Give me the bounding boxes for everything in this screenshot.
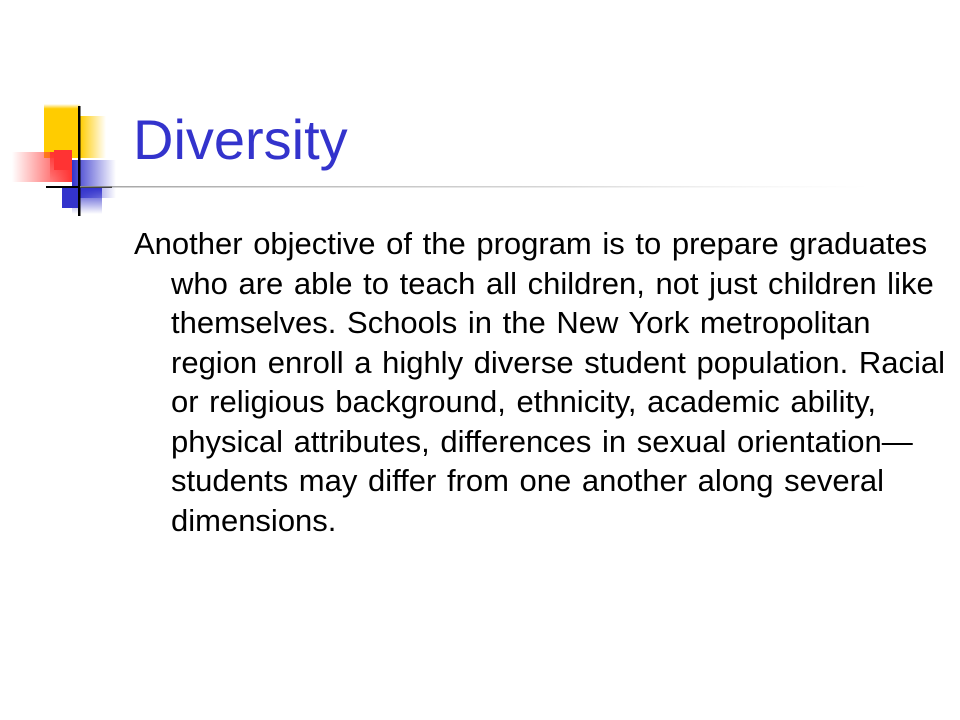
slide-title: Diversity [133, 108, 348, 171]
slide-body-paragraph: Another objective of the program is to prepare graduates who are able to teach all children, not just children like themselves. Schools in the New York metropolitan region enroll a highly diverse student population. Racial or religious background, ethnicity, academic ability, physical attributes, differences in sexual orientation—students may differ from one another along several dimensions. [134, 226, 945, 538]
